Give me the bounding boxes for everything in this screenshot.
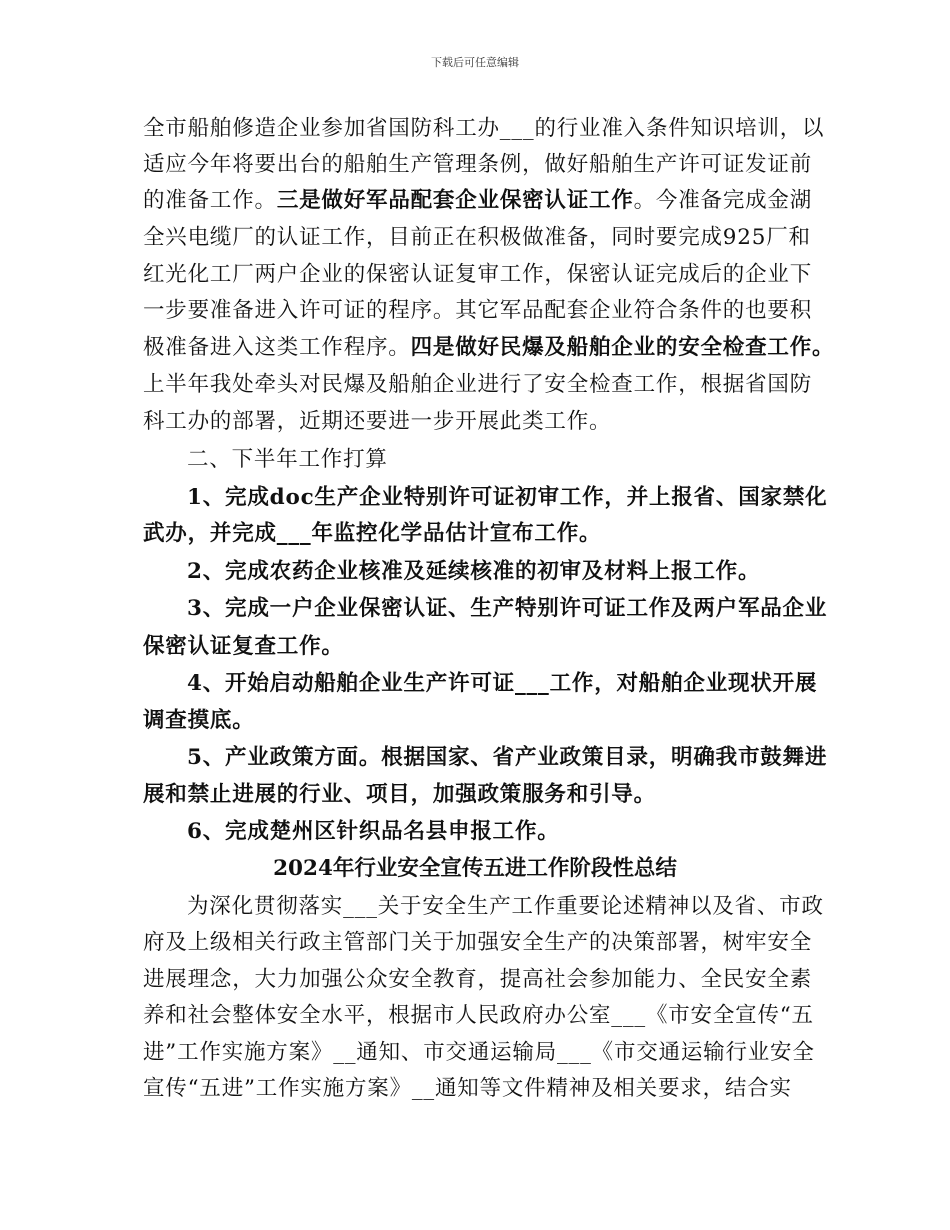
bold-heading: 三是做好军品配套企业保密认证工作 <box>276 188 634 213</box>
text-run: 极准备进入这类工作程序。 <box>143 335 411 360</box>
body-line: 红光化工厂两户企业的保密认证复审工作，保密认证完成后的企业下 <box>143 262 813 287</box>
list-item-5: 5、产业政策方面。根据国家、省产业政策目录，明确我市鼓舞进 <box>187 745 828 770</box>
body-line: 进”工作实施方案》__通知、市交通运输局___《市交通运输行业安全 <box>143 1040 815 1065</box>
body-line: 府及上级相关行政主管部门关于加强安全生产的决策部署，树牢安全 <box>143 930 813 955</box>
list-item-4: 4、开始启动船舶企业生产许可证___工作，对船舶企业现状开展 <box>187 671 818 696</box>
body-line: 进展理念，大力加强公众安全教育，提高社会参加能力、全民安全素 <box>143 967 813 992</box>
list-item-2: 2、完成农药企业核准及延续核准的初审及材料上报工作。 <box>187 559 761 584</box>
body-line: 科工办的部署，近期还要进一步开展此类工作。 <box>143 409 612 434</box>
body-line: 宣传“五进”工作实施方案》__通知等文件精神及相关要求，结合实 <box>143 1076 792 1101</box>
body-line: 适应今年将要出台的船舶生产管理条例，做好船舶生产许可证发证前 <box>143 152 813 177</box>
body-line: 养和社会整体安全水平，根据市人民政府办公室___《市安全宣传“五 <box>143 1003 814 1028</box>
body-line: 一步要准备进入许可证的程序。其它军品配套企业符合条件的也要积 <box>143 298 813 323</box>
list-item-4-cont: 调查摸底。 <box>143 708 255 733</box>
body-line <box>143 337 834 359</box>
section-heading: 二、下半年工作打算 <box>187 447 388 472</box>
body-line: 全兴电缆厂的认证工作，目前正在积极做准备，同时要完成925厂和 <box>143 225 811 250</box>
list-item-1-cont: 武办，并完成___年监控化学品估计宣布工作。 <box>143 521 602 546</box>
page-header: 下载后可任意编辑 <box>431 56 519 69</box>
text-run: 。今准备完成金湖 <box>633 188 813 213</box>
document-title: 2024年行业安全宣传五进工作阶段性总结 <box>273 856 677 881</box>
list-item-6: 6、完成楚州区针织品名县申报工作。 <box>187 819 560 844</box>
body-line: 上半年我处牵头对民爆及船舶企业进行了安全检查工作，根据省国防 <box>143 372 813 397</box>
list-item-3-cont: 保密认证复查工作。 <box>143 634 344 659</box>
body-line <box>143 190 812 212</box>
body-line: 为深化贯彻落实___关于安全生产工作重要论述精神以及省、市政 <box>187 894 824 919</box>
body-line: 全市船舶修造企业参加省国防科工办___的行业准入条件知识培训，以 <box>143 116 825 141</box>
list-item-3: 3、完成一户企业保密认证、生产特别许可证工作及两户军品企业 <box>187 596 828 621</box>
list-item-1: 1、完成doc生产企业特别许可证初审工作，并上报省、国家禁化 <box>187 485 828 510</box>
text-run: 。 <box>812 335 835 360</box>
bold-heading: 四是做好民爆及船舶企业的安全检查工作 <box>410 335 813 360</box>
text-run: 的准备工作。 <box>143 188 277 213</box>
list-item-5-cont: 展和禁止进展的行业、项目，加强政策服务和引导。 <box>143 782 656 807</box>
